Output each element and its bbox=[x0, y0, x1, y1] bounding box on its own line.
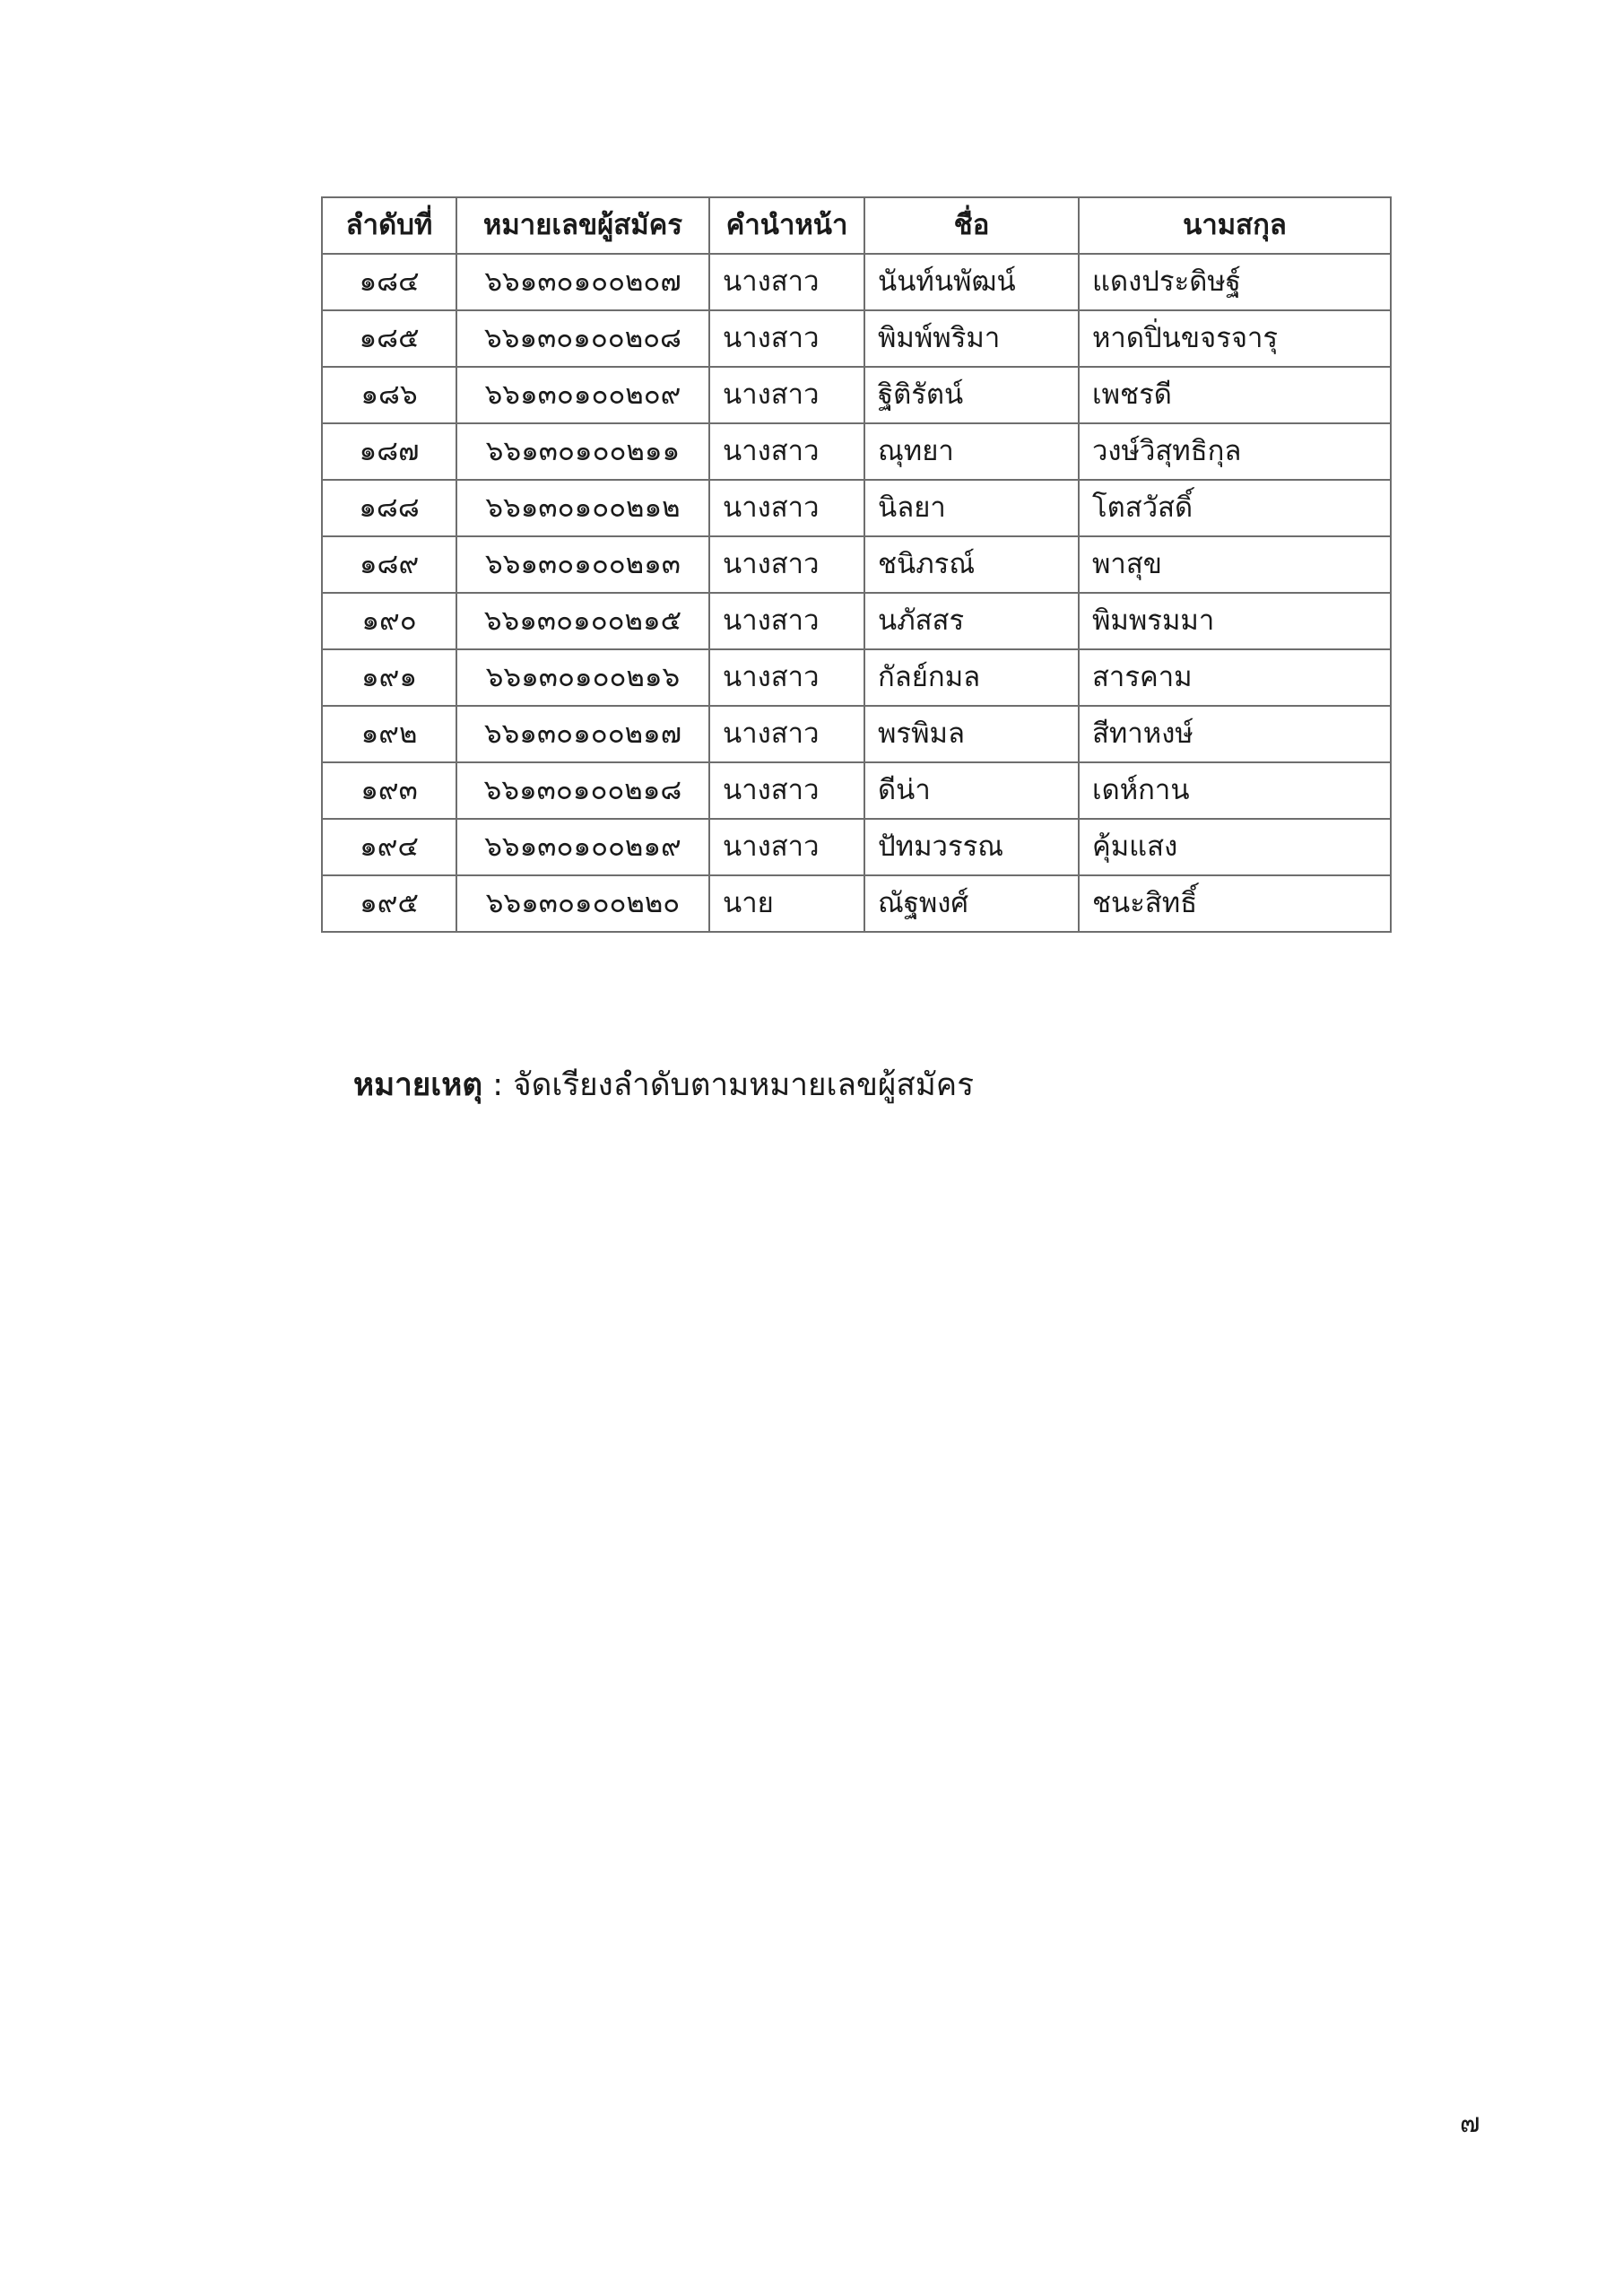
cell-last-name: เดห์กาน bbox=[1079, 762, 1391, 819]
footnote-text: จัดเรียงลำดับตามหมายเลขผู้สมัคร bbox=[513, 1067, 975, 1103]
cell-applicant-number: ๖๖๑๓๐๑๐๐๒๑๓ bbox=[456, 536, 709, 593]
footnote-label: หมายเหตุ bbox=[353, 1067, 483, 1103]
table-row bbox=[322, 593, 1391, 649]
cell-applicant-number: ๖๖๑๓๐๑๐๐๒๐๘ bbox=[456, 310, 709, 367]
cell-first-name: ณุทยา bbox=[864, 423, 1079, 480]
cell-sequence-number: ๑๘๖ bbox=[322, 367, 456, 423]
header-last-name: นามสกุล bbox=[1079, 197, 1391, 254]
cell-applicant-number: ๖๖๑๓๐๑๐๐๒๑๙ bbox=[456, 819, 709, 875]
footnote bbox=[353, 1067, 975, 1103]
cell-applicant-number: ๖๖๑๓๐๑๐๐๒๑๗ bbox=[456, 706, 709, 762]
cell-title-prefix: นางสาว bbox=[709, 480, 864, 536]
cell-title-prefix: นางสาว bbox=[709, 254, 864, 310]
cell-title-prefix: นางสาว bbox=[709, 819, 864, 875]
cell-first-name: พิมพ์พริมา bbox=[864, 310, 1079, 367]
cell-sequence-number: ๑๘๙ bbox=[322, 536, 456, 593]
cell-title-prefix: นางสาว bbox=[709, 649, 864, 706]
cell-applicant-number: ๖๖๑๓๐๑๐๐๒๐๙ bbox=[456, 367, 709, 423]
cell-sequence-number: ๑๘๘ bbox=[322, 480, 456, 536]
cell-last-name: สีทาหงษ์ bbox=[1079, 706, 1391, 762]
cell-last-name: โตสวัสดิ์ bbox=[1079, 480, 1391, 536]
cell-last-name: หาดปิ่นขจรจารุ bbox=[1079, 310, 1391, 367]
table-row bbox=[322, 649, 1391, 706]
header-sequence-number: ลำดับที่ bbox=[322, 197, 456, 254]
cell-title-prefix: นางสาว bbox=[709, 536, 864, 593]
cell-title-prefix: นางสาว bbox=[709, 310, 864, 367]
cell-last-name: สารคาม bbox=[1079, 649, 1391, 706]
cell-last-name: ชนะสิทธิ์ bbox=[1079, 875, 1391, 932]
cell-sequence-number: ๑๙๕ bbox=[322, 875, 456, 932]
cell-first-name: ชนิภรณ์ bbox=[864, 536, 1079, 593]
table-row bbox=[322, 310, 1391, 367]
cell-last-name: พาสุข bbox=[1079, 536, 1391, 593]
footnote-separator: : bbox=[482, 1067, 514, 1103]
cell-sequence-number: ๑๙๑ bbox=[322, 649, 456, 706]
cell-first-name: ปัทมวรรณ bbox=[864, 819, 1079, 875]
table-row bbox=[322, 254, 1391, 310]
cell-applicant-number: ๖๖๑๓๐๑๐๐๒๑๘ bbox=[456, 762, 709, 819]
applicant-table bbox=[321, 196, 1392, 933]
cell-first-name: นิลยา bbox=[864, 480, 1079, 536]
cell-first-name: พรพิมล bbox=[864, 706, 1079, 762]
cell-applicant-number: ๖๖๑๓๐๑๐๐๒๑๒ bbox=[456, 480, 709, 536]
cell-applicant-number: ๖๖๑๓๐๑๐๐๒๑๖ bbox=[456, 649, 709, 706]
cell-first-name: กัลย์กมล bbox=[864, 649, 1079, 706]
cell-title-prefix: นางสาว bbox=[709, 706, 864, 762]
cell-sequence-number: ๑๘๕ bbox=[322, 310, 456, 367]
cell-applicant-number: ๖๖๑๓๐๑๐๐๒๑๑ bbox=[456, 423, 709, 480]
header-title-prefix: คำนำหน้า bbox=[709, 197, 864, 254]
cell-title-prefix: นางสาว bbox=[709, 762, 864, 819]
cell-sequence-number: ๑๙๐ bbox=[322, 593, 456, 649]
cell-sequence-number: ๑๘๗ bbox=[322, 423, 456, 480]
cell-last-name: แดงประดิษฐ์ bbox=[1079, 254, 1391, 310]
page-number: ๗ bbox=[1460, 2108, 1480, 2139]
cell-title-prefix: นาย bbox=[709, 875, 864, 932]
table-row bbox=[322, 875, 1391, 932]
table-row bbox=[322, 367, 1391, 423]
cell-first-name: นภัสสร bbox=[864, 593, 1079, 649]
table-row bbox=[322, 819, 1391, 875]
cell-title-prefix: นางสาว bbox=[709, 593, 864, 649]
cell-sequence-number: ๑๘๔ bbox=[322, 254, 456, 310]
table-row bbox=[322, 536, 1391, 593]
table-row bbox=[322, 423, 1391, 480]
table-header-row bbox=[322, 197, 1391, 254]
cell-last-name: คุ้มแสง bbox=[1079, 819, 1391, 875]
cell-applicant-number: ๖๖๑๓๐๑๐๐๒๒๐ bbox=[456, 875, 709, 932]
cell-sequence-number: ๑๙๒ bbox=[322, 706, 456, 762]
cell-last-name: พิมพรมมา bbox=[1079, 593, 1391, 649]
cell-sequence-number: ๑๙๓ bbox=[322, 762, 456, 819]
header-first-name: ชื่อ bbox=[864, 197, 1079, 254]
cell-title-prefix: นางสาว bbox=[709, 423, 864, 480]
table-row bbox=[322, 706, 1391, 762]
cell-first-name: ฐิติรัตน์ bbox=[864, 367, 1079, 423]
cell-last-name: เพชรดี bbox=[1079, 367, 1391, 423]
cell-first-name: นันท์นพัฒน์ bbox=[864, 254, 1079, 310]
table-row bbox=[322, 480, 1391, 536]
cell-applicant-number: ๖๖๑๓๐๑๐๐๒๑๕ bbox=[456, 593, 709, 649]
table-row bbox=[322, 762, 1391, 819]
cell-first-name: ดีน่า bbox=[864, 762, 1079, 819]
cell-title-prefix: นางสาว bbox=[709, 367, 864, 423]
cell-last-name: วงษ์วิสุทธิกุล bbox=[1079, 423, 1391, 480]
cell-sequence-number: ๑๙๔ bbox=[322, 819, 456, 875]
header-applicant-number: หมายเลขผู้สมัคร bbox=[456, 197, 709, 254]
cell-first-name: ณัฐพงศ์ bbox=[864, 875, 1079, 932]
cell-applicant-number: ๖๖๑๓๐๑๐๐๒๐๗ bbox=[456, 254, 709, 310]
